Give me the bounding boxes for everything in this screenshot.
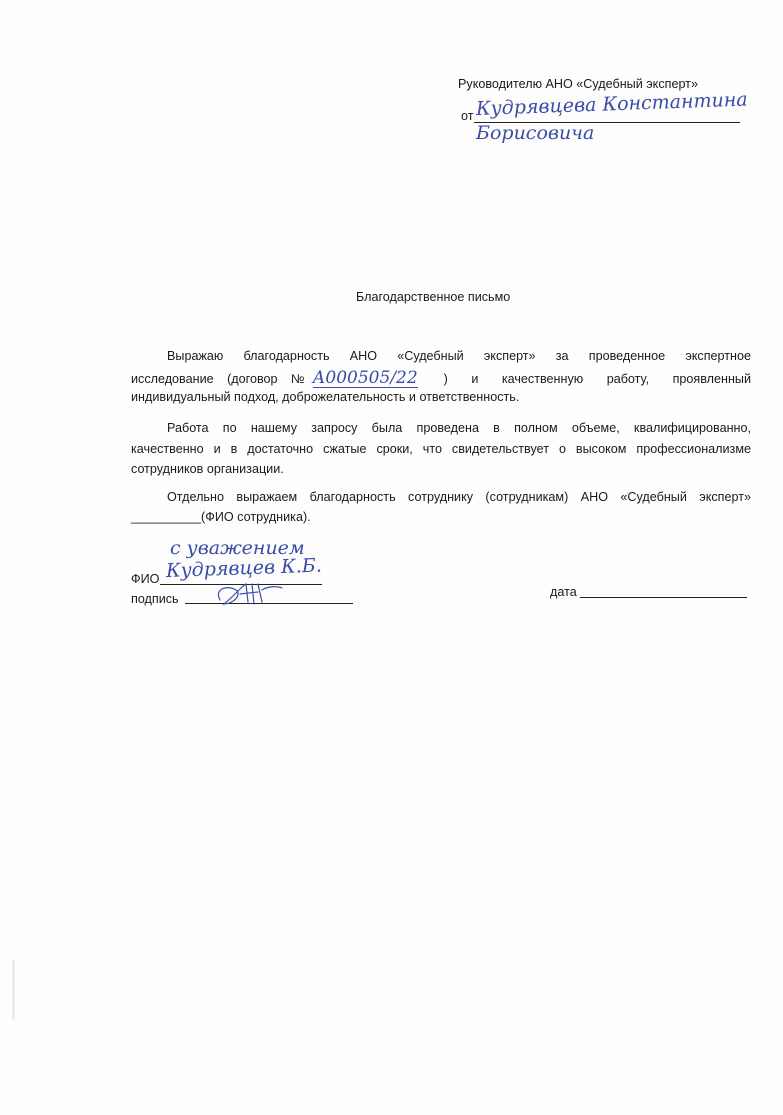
addressee-line: Руководителю АНО «Судебный эксперт» bbox=[458, 77, 698, 91]
contract-suffix: ) и качественную работу, проявленный bbox=[443, 372, 751, 386]
closing-handwritten: с уважением bbox=[170, 537, 305, 559]
paragraph1-line2 bbox=[131, 370, 751, 388]
from-handwritten-name: Кудрявцева Константина bbox=[475, 88, 748, 120]
fio-label: ФИО bbox=[131, 572, 160, 586]
letter-title: Благодарственное письмо bbox=[356, 290, 511, 304]
contract-reference bbox=[131, 370, 418, 388]
signature-label: подпись bbox=[131, 592, 179, 606]
paragraph2-line3: сотрудников организации. bbox=[131, 462, 284, 476]
employee-name-blank: __________ bbox=[131, 510, 202, 524]
signature-icon bbox=[212, 580, 292, 610]
fio-handwritten: Кудрявцев К.Б. bbox=[165, 554, 323, 582]
employee-name-hint: (ФИО сотрудника). bbox=[201, 510, 311, 524]
paragraph2-line2: качественно и в достаточно сжатые сроки, что свидетельствует о высоком профессионализме bbox=[131, 442, 751, 456]
paragraph3-line2 bbox=[131, 511, 311, 524]
from-label: от bbox=[461, 109, 474, 123]
date-label: дата bbox=[550, 585, 577, 599]
contract-prefix: исследование (договор № bbox=[131, 372, 305, 386]
contract-number-handwritten: А000505/22 bbox=[312, 368, 418, 388]
scan-artifact bbox=[12, 960, 15, 1020]
paragraph1-line3: индивидуальный подход, доброжелательность и ответственность. bbox=[131, 390, 520, 404]
paragraph1-line1: Выражаю благодарность АНО «Судебный эксперт» за проведенное экспертное bbox=[167, 349, 751, 363]
paragraph3-line1: Отдельно выражаем благодарность сотруднику (сотрудникам) АНО «Судебный эксперт» bbox=[167, 490, 751, 504]
paragraph2-line1: Работа по нашему запросу была проведена в полном объеме, квалифицированно, bbox=[167, 421, 751, 435]
date-line[interactable] bbox=[580, 597, 747, 598]
from-handwritten-patronymic: Борисовича bbox=[476, 122, 595, 144]
